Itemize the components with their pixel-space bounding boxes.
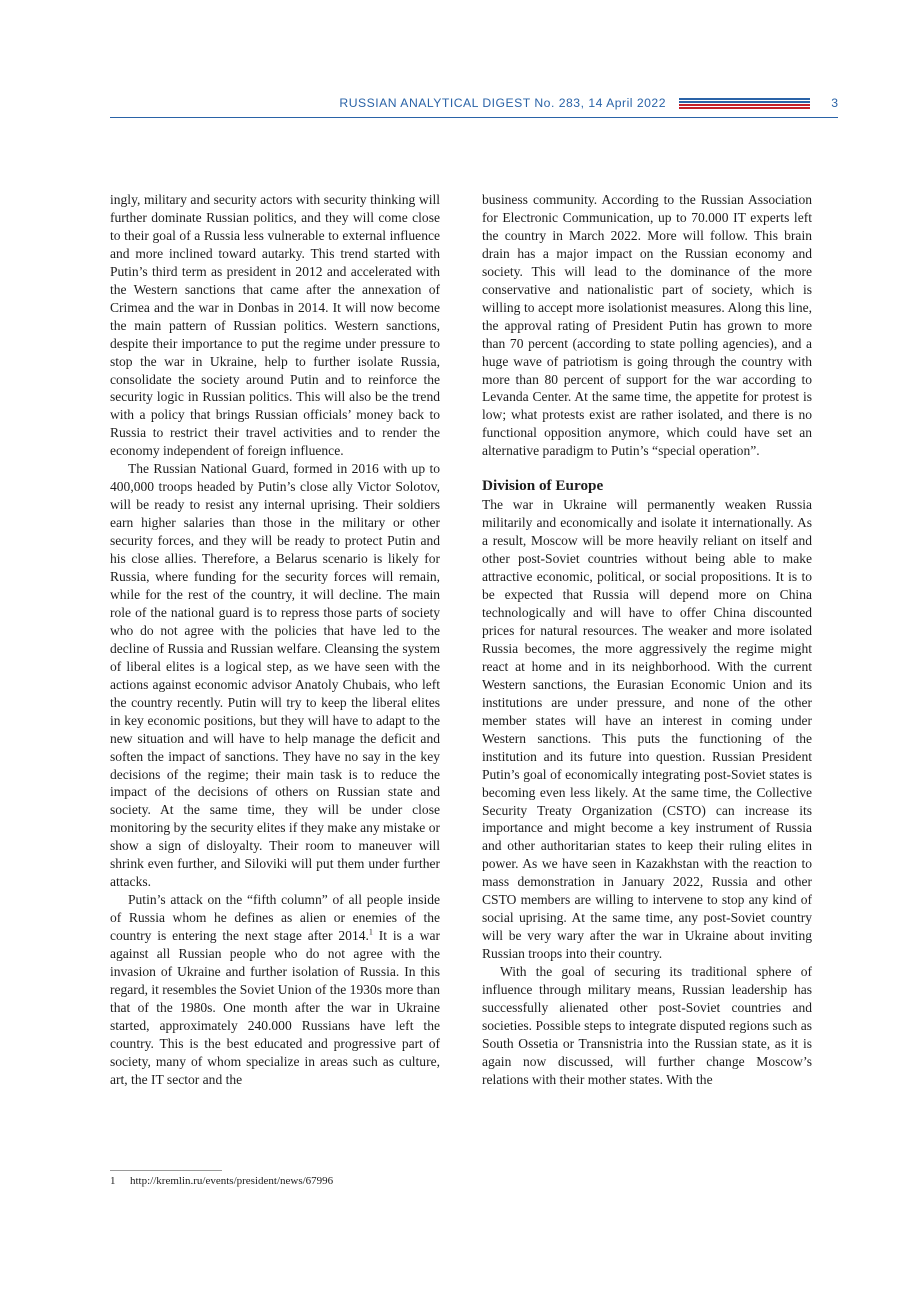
paragraph: ingly, military and security actors with security thinking will further dominate Russian politics, and they will come close to their goal of a Russia less vulnerable to external influence and more inclined toward autarky. This trend started with Putin’s third term as president in 2012 and accelerated with the Western sanctions that came after the annexation of Crimea and the war in Donbas in 2014. It will now become the main pattern of Russian politics. Western sanctions, despite their importance to put the regime under pressure to stop the war in Ukraine, help to further isolate Russia, consolidate the society around Putin and to reinforce the security logic in Russian politics. This will also be the trend with a policy that brings Russian officials’ money back to Russia to restrict their travel activities and to render the economy independent of foreign influence. xyxy=(110,192,440,459)
flag-stripe xyxy=(679,104,810,106)
footnote xyxy=(110,1175,333,1187)
page-number: 3 xyxy=(831,96,838,110)
paragraph: The Russian National Guard, formed in 2016 with up to 400,000 troops headed by Putin’s close ally Victor Solotov, will be ready to resist any internal uprising. Their soldiers earn higher salaries than those in the military or other security forces, and they will be ready to protect Putin and his close allies. Therefore, a Belarus scenario is likely for Russia, where funding for the security forces will remain, while for the rest of the country, it will decline. The main role of the national guard is to repress those parts of society who do not agree with the policies that have led to the decline of Russia and Russian welfare. Cleansing the system of liberal elites is a logical step, as we have seen with the actions against economic advisor Anatoly Chubais, who left the country recently. Putin will try to keep the liberal elites in key economic positions, but they will have to adapt to the new situation and will have to help manage the deficit and soften the impact of sanctions. They have no say in the key decisions of the regime; their main task is to reduce the impact of the decisions of others on Russian state and society. At the same time, they will be under close monitoring by the security elites if they make any mistake or show a sign of disloyalty. Their room to maneuver will shrink even further, and Siloviki will put them under further attacks. xyxy=(110,461,440,890)
right-column xyxy=(482,191,812,1089)
footnote-ref[interactable]: 1 xyxy=(368,927,373,937)
footnote-number: 1 xyxy=(110,1175,116,1187)
flag-stripe xyxy=(679,98,810,100)
header-divider xyxy=(110,117,838,118)
flag-stripe xyxy=(679,107,810,109)
section-heading: Division of Europe xyxy=(482,477,604,495)
flag-stripes-icon xyxy=(679,98,810,110)
footnote-link[interactable]: http://kremlin.ru/events/president/news/67996 xyxy=(130,1175,334,1187)
paragraph: business community. According to the Russian Association for Electronic Communication, up to 70.000 IT experts left the country in March 2022. More will follow. This brain drain has a major impact on the Russian economy and society. This will lead to the dominance of the more conservative and nationalistic part of society, which is willing to accept more isolationist measures. Along this line, the approval rating of President Putin has grown to more than 70 percent (according to state polling agencies), and a huge wave of patriotism is going through the country with more than 80 percent of support for the war according to Levanda Center. At the same time, the appetite for protest is low; what protests exist are rather isolated, and there is no functional opposition anymore, which could have set an alternative paradigm to Putin’s “special operation”. xyxy=(482,192,812,459)
paragraph-text: Putin’s attack on the “fifth column” of all people inside of Russia whom he defines as alien or enemies of the country is entering the next stage after 2014. xyxy=(110,892,440,944)
publication-title: RUSSIAN ANALYTICAL DIGEST No. 283, 14 April 2022 xyxy=(339,96,666,110)
left-column xyxy=(110,191,440,1089)
paragraph: The war in Ukraine will permanently weaken Russia militarily and economically and isolate it internationally. As a result, Moscow will be more heavily reliant on itself and other post-Soviet countries without being able to make attractive economic, political, or social propositions. It is to be expected that Russia will depend more on China technologically and will have to offer China discounted prices for natural resources. The weaker and more isolated Russia becomes, the more aggressively the regime might react at home and in its neighborhood. With the current Western sanctions, the Eurasian Economic Union and its institutions are under pressure, and none of the other member states will have an interest in coming under Western sanctions. This puts the functioning of the institution and its future into question. Russian President Putin’s goal of economically integrating post-Soviet states is becoming even less likely. At the same time, the Collective Security Treaty Organization (CSTO) can increase its importance and might become a key instrument of Russia and other authoritarian states to keep their ruling elites in power. As we have seen in Kazakhstan with the reaction to mass demonstration in January 2022, Russia and other CSTO members are willing to intervene to stop any kind of social uprising. At the same time, any post-Soviet country will be very wary after the war in Ukraine about inviting Russian troops into their country. xyxy=(482,497,812,962)
paragraph xyxy=(110,891,440,1088)
paragraph: With the goal of securing its traditional sphere of influence through military means, Russian leadership has successfully alienated other post-Soviet countries and societies. Possible steps to integrate disputed regions such as South Ossetia or Transnistria into the Russian state, as it is again now discussed, will further change Moscow’s relations with their mother states. With the xyxy=(482,964,812,1087)
flag-stripe xyxy=(679,101,810,103)
paragraph-text: It is a war against all Russian people who do not agree with the invasion of Ukraine and further isolation of Russia. In this regard, it resembles the Soviet Union of the 1930s more than that of the 1980s. One month after the war in Ukraine started, approximately 240.000 Russians have left the country. This is the best educated and progressive part of society, many of whom specialize in areas such as culture, art, the IT sector and the xyxy=(110,928,440,1087)
running-header xyxy=(110,90,838,116)
footnote-divider xyxy=(110,1170,222,1171)
